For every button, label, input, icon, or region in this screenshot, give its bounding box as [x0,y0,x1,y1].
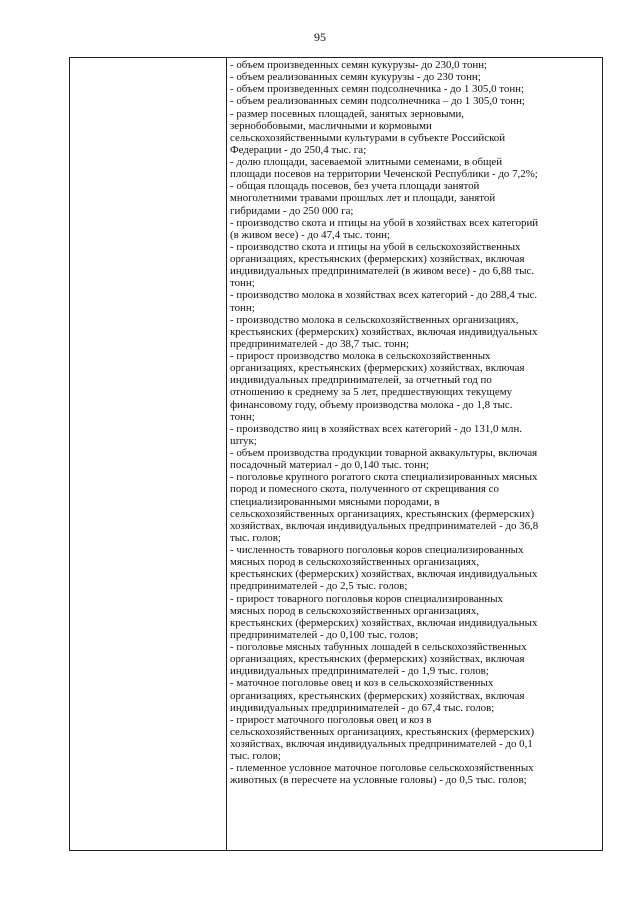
text-line: организациях, крестьянских (фермерских) хозяйствах, включая [230,362,525,375]
text-line: крестьянских (фермерских) хозяйствах, включая индивидуальных [230,325,538,338]
text-line: - маточное поголовье овец и коз в сельскохозяйственных [230,677,494,690]
text-line: индивидуальных предпринимателей - до 67,4 тыс. голов; [230,701,495,714]
text-line: - размер посевных площадей, занятых зерновыми, [230,107,465,120]
text-line: - поголовье мясных табунных лошадей в сельскохозяйственных [230,641,527,653]
text-line: площади посевов на территории Чеченской Республики - до 7,2%; [230,168,538,181]
text-line: посадочный материал - до 0,140 тыс. тонн; [230,459,429,472]
text-line: - поголовье крупного рогатого скота специализированных мясных [230,471,538,484]
text-line: многолетними травами прошлых лет и площади, занятой [230,192,496,205]
text-line: индивидуальных предпринимателей (в живом весе) - до 6,88 тыс. [230,265,535,278]
text-line: организациях, крестьянских (фермерских) хозяйствах, включая [230,653,525,666]
text-line: зернобобовыми, масличными и кормовыми [230,119,432,132]
table-right-column [227,58,602,850]
text-line: (в живом весе) - до 47,4 тыс. тонн; [230,228,391,241]
text-line: отношению к среднему за 5 лет, предшествующих текущему [230,386,513,399]
page-number: 95 [314,30,326,44]
text-line: хозяйствах, включая индивидуальных предпринимателей - до 36,8 [230,519,539,532]
text-line: штук; [230,434,257,447]
text-line: - производство молока в сельскохозяйственных организациях, [230,313,519,326]
text-line: гибридами - до 250 000 га; [230,204,354,217]
text-line: крестьянских (фермерских) хозяйствах, включая индивидуальных [230,568,538,581]
text-line: - племенное условное маточное поголовье сельскохозяйственных [230,762,534,775]
text-line: организациях, крестьянских (фермерских) хозяйствах, включая [230,253,525,265]
text-line: тонн; [230,277,255,290]
text-line: - объем производства продукции товарной аквакультуры, включая [230,447,538,459]
text-line: сельскохозяйственных организациях, крестьянских (фермерских) [230,725,535,738]
text-line: - объем произведенных семян кукурузы- до 230,0 тонн; [230,59,488,71]
text-line: пород и помесного скота, полученного от скрещивания со [230,483,499,496]
text-line: предпринимателей - до 0,100 тыс. голов; [230,628,419,641]
text-line: тыс. голов; [230,750,281,763]
text-line: хозяйствах, включая индивидуальных предпринимателей - до 0,1 [230,738,533,750]
text-line: предпринимателей - до 2,5 тыс. голов; [230,580,408,593]
text-line: - прирост производство молока в сельскохозяйственных [230,350,491,362]
text-line: - долю площади, засеваемой элитными семенами, в общей [230,156,503,168]
text-line: Федерации - до 250,4 тыс. га; [230,143,367,156]
text-line: тонн; [230,410,255,423]
text-line: крестьянских (фермерских) хозяйствах, включая индивидуальных [230,616,538,629]
text-line: - прирост товарного поголовья коров специализированных [230,592,503,605]
text-line: предпринимателей - до 38,7 тыс. тонн; [230,337,409,350]
text-line: мясных пород в сельскохозяйственных организациях, [230,604,480,617]
document-table [69,57,603,851]
text-line: - прирост маточного поголовья овец и коз в [230,713,432,726]
text-line: индивидуальных предпринимателей, за отчетный год по [230,374,492,387]
text-line: животных (в пересчете на условные головы) - до 0,5 тыс. голов; [230,774,527,787]
text-line: тонн; [230,301,255,314]
text-line: - объем произведенных семян подсолнечника - до 1 305,0 тонн; [230,83,525,96]
text-line: - объем реализованных семян подсолнечника – до 1 305,0 тонн; [230,95,525,108]
table-left-column [70,58,227,850]
text-line: - объем реализованных семян кукурузы - до 230 тонн; [230,71,481,84]
text-line: сельскохозяйственных организациях, крестьянских (фермерских) [230,507,535,520]
text-line: специализированными мясными породами, в [230,495,440,508]
text-line: мясных пород в сельскохозяйственных организациях, [230,556,480,569]
text-line: индивидуальных предпринимателей - до 1,9 тыс. голов; [230,665,489,678]
text-line: - производство яиц в хозяйствах всех категорий - до 131,0 млн. [230,422,523,435]
text-line: тыс. голов; [230,531,281,544]
text-line: организациях, крестьянских (фермерских) хозяйствах, включая [230,689,525,702]
text-line: финансовому году, объему производства молока - до 1,8 тыс. [230,398,513,411]
text-line: - производство скота и птицы на убой в сельскохозяйственных [230,240,521,253]
text-line: - производство молока в хозяйствах всех категорий - до 288,4 тыс. [230,289,538,302]
text-line: - численность товарного поголовья коров специализированных [230,544,524,556]
text-line: - производство скота и птицы на убой в хозяйствах всех категорий [230,216,539,229]
text-line: - общая площадь посевов, без учета площади занятой [230,180,480,193]
text-line: сельскохозяйственными культурами в субъекте Российской [230,131,506,144]
